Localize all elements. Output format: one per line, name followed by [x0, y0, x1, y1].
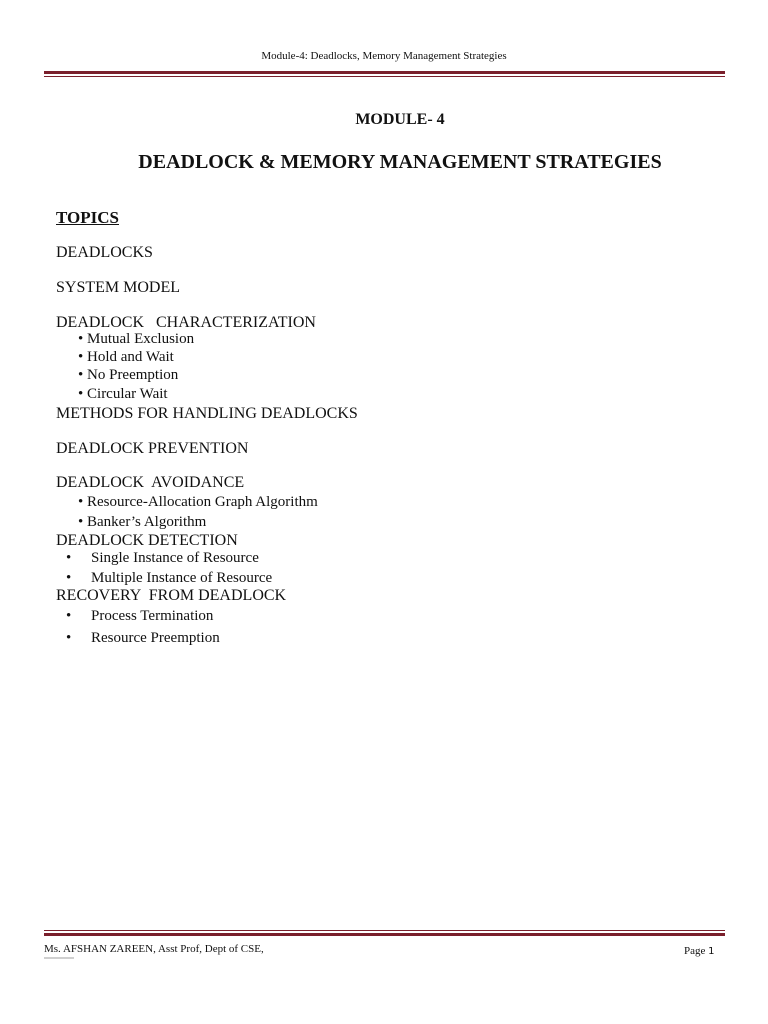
heading-recovery: RECOVERY FROM DEADLOCK	[56, 587, 287, 604]
topics-heading: TOPICS	[56, 208, 119, 227]
list-item: • Circular Wait	[78, 386, 168, 402]
page-number: Page 1	[684, 945, 715, 957]
list-item: • Single Instance of Resource	[66, 550, 259, 566]
header-rule	[44, 71, 725, 74]
footer-rule	[44, 933, 725, 936]
running-header: Module-4: Deadlocks, Memory Management Strategies	[261, 50, 507, 62]
list-item: • Resource-Allocation Graph Algorithm	[78, 494, 318, 510]
list-item: • Multiple Instance of Resource	[66, 570, 273, 586]
list-item: • Mutual Exclusion	[78, 331, 195, 347]
list-item: • Process Termination	[66, 608, 214, 624]
list-item: • Banker’s Algorithm	[78, 514, 207, 530]
heading-detection: DEADLOCK DETECTION	[56, 532, 238, 549]
heading-handling: METHODS FOR HANDLING DEADLOCKS	[56, 405, 358, 422]
footer-cutoff-text	[44, 957, 74, 959]
heading-deadlocks: DEADLOCKS	[56, 244, 153, 261]
list-item: • No Preemption	[78, 367, 179, 383]
module-number: MODULE- 4	[355, 111, 445, 128]
heading-characterization: DEADLOCK CHARACTERIZATION	[56, 314, 316, 331]
list-item: • Hold and Wait	[78, 349, 174, 365]
list-item: • Resource Preemption	[66, 630, 220, 646]
header-rule-thin	[44, 76, 725, 77]
heading-prevention: DEADLOCK PREVENTION	[56, 440, 249, 457]
heading-system-model: SYSTEM MODEL	[56, 279, 181, 296]
heading-avoidance: DEADLOCK AVOIDANCE	[56, 474, 245, 491]
page-title: DEADLOCK & MEMORY MANAGEMENT STRATEGIES	[138, 151, 662, 173]
footer-rule-thin	[44, 930, 725, 931]
footer-author: Ms. AFSHAN ZAREEN, Asst Prof, Dept of CSE,	[44, 943, 264, 955]
